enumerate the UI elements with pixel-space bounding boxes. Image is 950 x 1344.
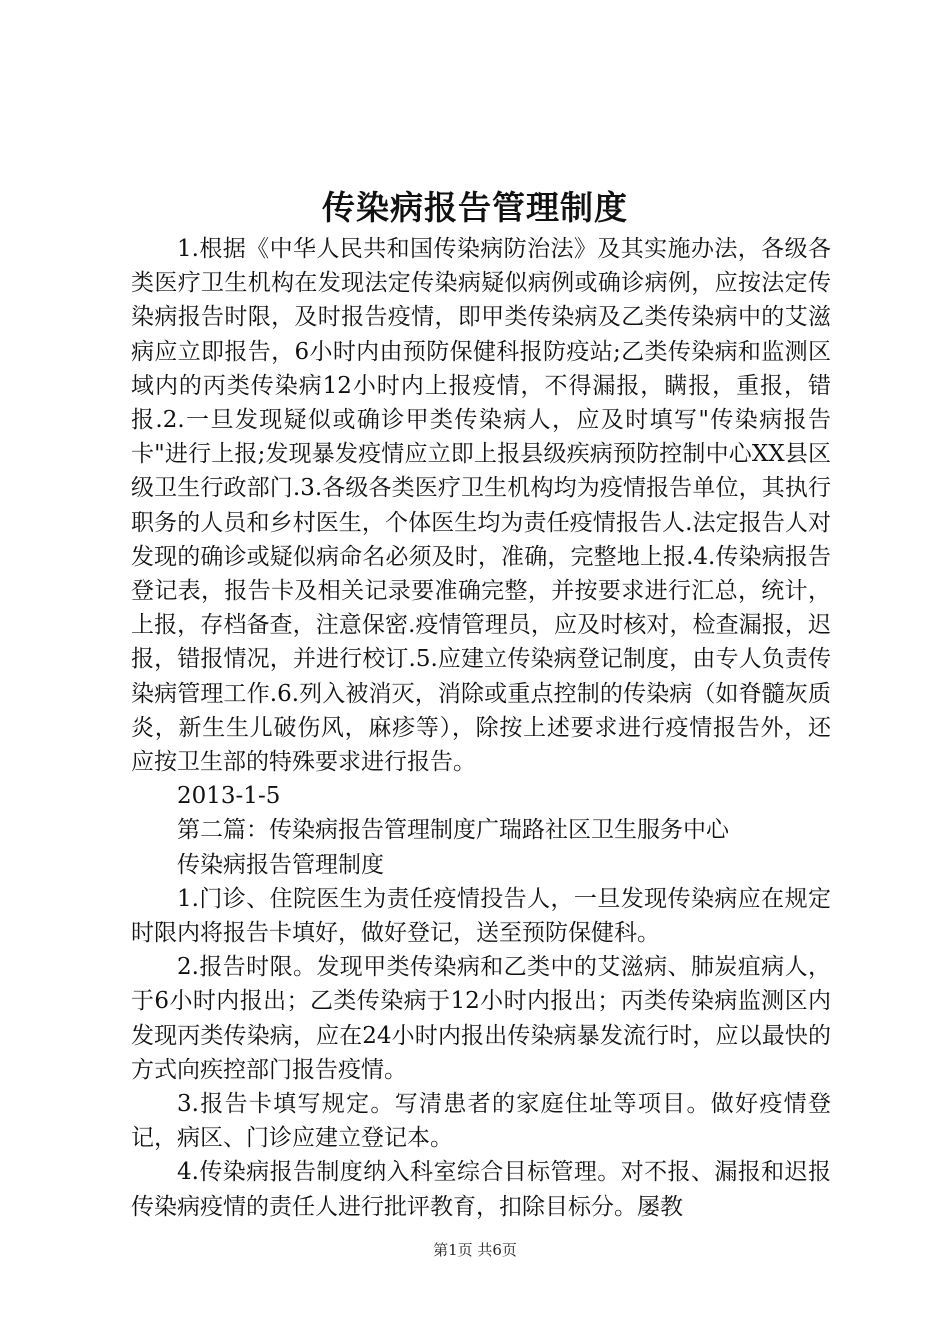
paragraph: 1.门诊、住院医生为责任疫情投告人，一旦发现传染病应在规定时限内将报告卡填好，做好登记，送至预防保健科。: [131, 885, 831, 947]
page-footer: 第1页 共6页: [433, 1241, 517, 1259]
paragraph-subtitle: 传染病报告管理制度: [177, 851, 384, 878]
paragraph: 1.根据《中华人民共和国传染病防治法》及其实施办法，各级各类医疗卫生机构在发现法定传染病疑似病例或确诊病例，应按法定传染病报告时限，及时报告疫情，即甲类传染病及乙类传染病中的艾滋病应立即报告，6小时内由预防保健科报防疫站;乙类传染病和监测区域内的丙类传染病12小时内上报疫情，不得漏报，瞒报，重报，错报.2.一旦发现疑似或确诊甲类传染病人，应及时填写"传染病报告卡"进行上报;发现暴发疫情应立即上报县级疾病预防控制中心XX县区级卫生行政部门.3.各级各类医疗卫生机构均为疫情报告单位，其执行职务的人员和乡村医生，个体医生均为责任疫情报告人.法定报告人对发现的确诊或疑似病命名必须及时，准确，完整地上报.4.传染病报告登记表，报告卡及相关记录要准确完整，并按要求进行汇总，统计，上报，存档备查，注意保密.疫情管理员，应及时核对，检查漏报，迟报，错报情况，并进行校订.5.应建立传染病登记制度，由专人负责传染病管理工作.6.列入被消灭，消除或重点控制的传染病（如脊髓灰质炎，新生生儿破伤风，麻疹等），除按上述要求进行疫情报告外，还应按卫生部的特殊要求进行报告。: [131, 236, 831, 776]
paragraph: 2.报告时限。发现甲类传染病和乙类中的艾滋病、肺炭疽病人，于6小时内报出；乙类传染病于12小时内报出；丙类传染病监测区内发现丙类传染病，应在24小时内报出传染病暴发流行时，应以最快的方式向疾控部门报告疫情。: [131, 954, 831, 1083]
paragraph-section-heading: 第二篇：传染病报告管理制度广瑞路社区卫生服务中心: [177, 817, 729, 844]
paragraph: 3.报告卡填写规定。写清患者的家庭住址等项目。做好疫情登记，病区、门诊应建立登记本。: [131, 1091, 831, 1152]
document-body: [131, 232, 831, 1224]
document-title: 传染病报告管理制度: [322, 188, 628, 227]
paragraph-date: 2013-1-5: [177, 783, 281, 810]
paragraph: 4.传染病报告制度纳入科室综合目标管理。对不报、漏报和迟报传染病疫情的责任人进行批评教育，扣除目标分。屡教: [131, 1159, 831, 1220]
